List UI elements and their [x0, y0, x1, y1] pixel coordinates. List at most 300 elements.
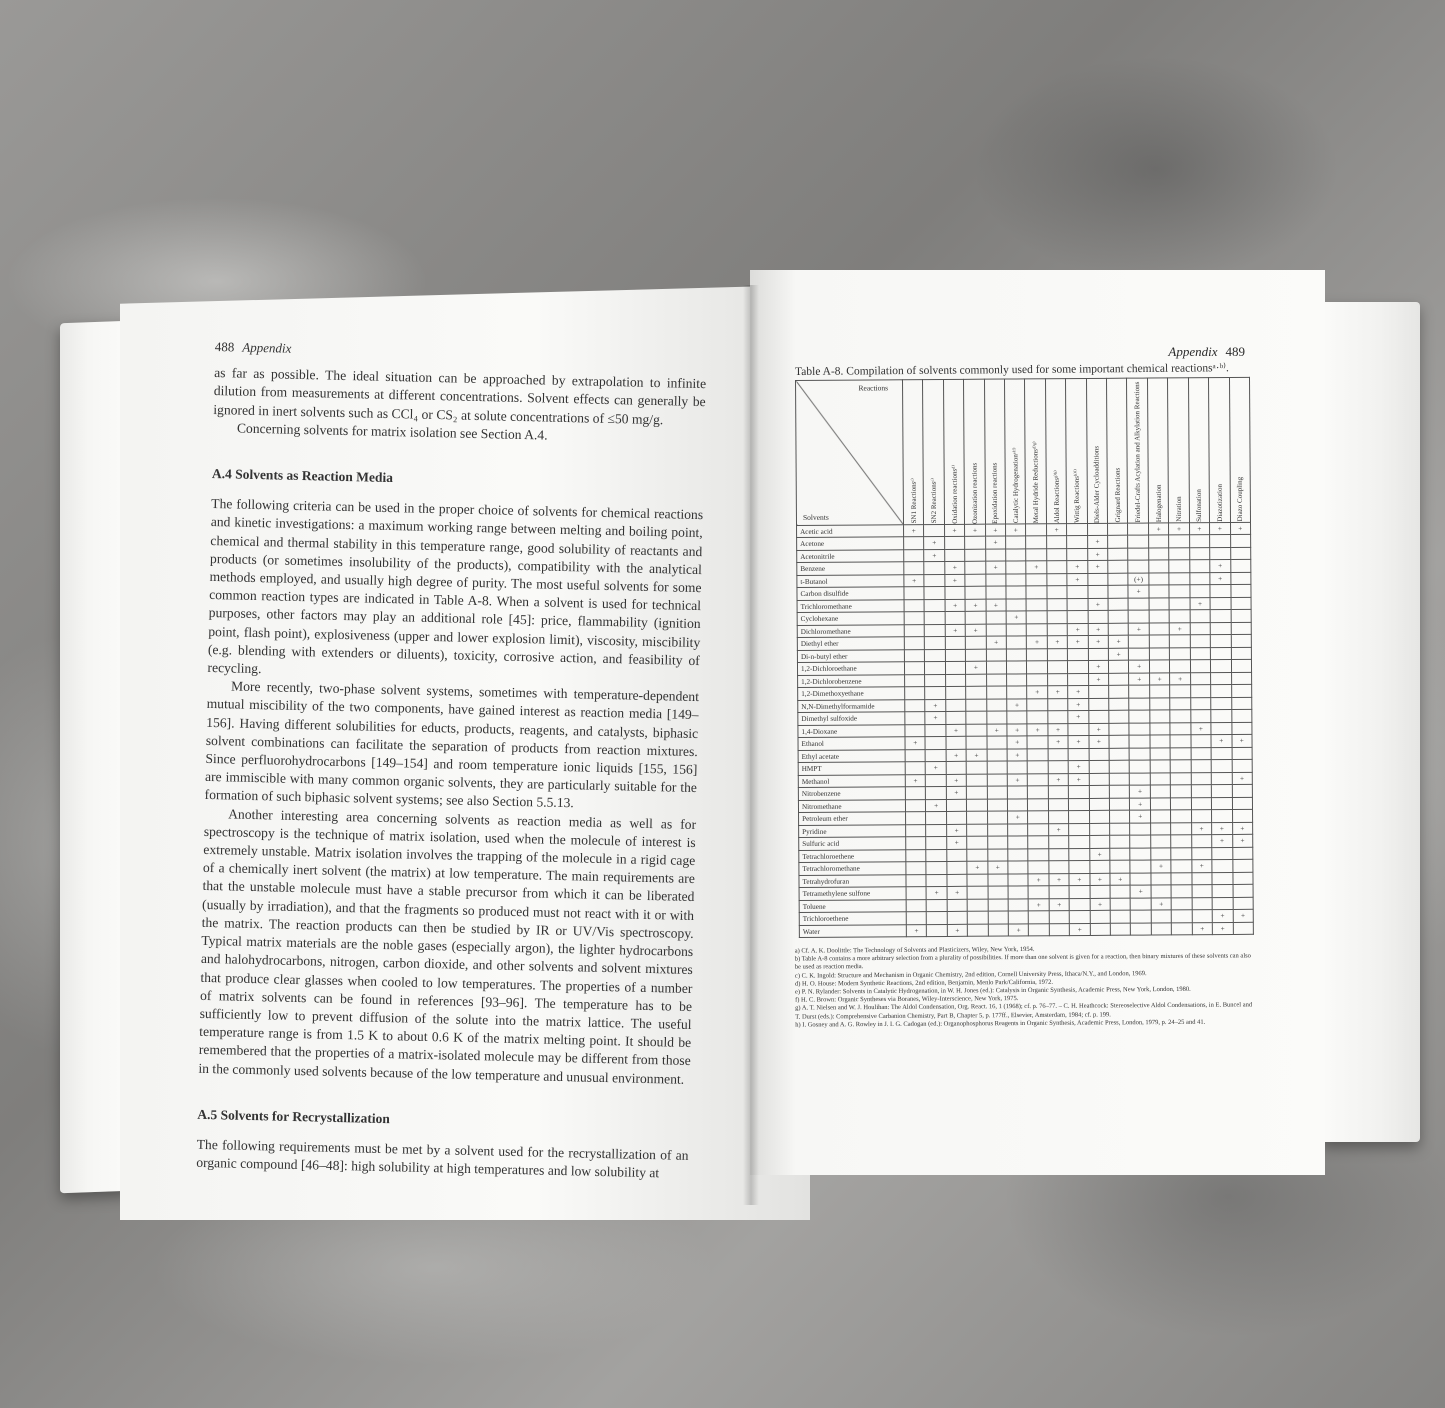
left-page-text — [196, 338, 707, 1183]
reaction-column-header — [1107, 378, 1128, 523]
footnote: c) C. K. Ingold: Structure and Mechanism in Organic Chemistry, 2nd edition, Cornell University Press, Ithaca/N.Y., and London, 1969. — [794, 970, 1147, 980]
suitability-mark-cell — [1190, 572, 1210, 585]
suitability-mark-cell — [947, 862, 967, 875]
suitability-mark-cell: + — [986, 636, 1006, 649]
suitability-mark-cell — [1191, 835, 1211, 848]
suitability-mark-cell — [925, 687, 945, 700]
table-body — [797, 522, 1254, 938]
suitability-mark-cell — [1026, 536, 1046, 549]
suitability-mark-cell — [1233, 885, 1254, 898]
suitability-mark-cell — [944, 549, 964, 562]
suitability-mark-cell — [1211, 710, 1231, 723]
suitability-mark-cell — [1068, 723, 1088, 736]
suitability-mark-cell — [1150, 723, 1170, 736]
suitability-mark-cell — [965, 561, 985, 574]
suitability-mark-cell — [906, 874, 926, 887]
suitability-mark-cell — [1192, 885, 1212, 898]
solvent-name-cell: Ethyl acetate — [798, 749, 905, 762]
suitability-mark-cell: + — [947, 887, 967, 900]
solvent-name-cell: Trichloroethene — [799, 912, 906, 925]
reaction-column-header — [1127, 378, 1148, 523]
reaction-column-label: Friedel-Crafts Acylation and Alkylation Reactions — [1133, 381, 1143, 523]
paragraph-recrystallization: The following requirements must be met by a solvent used for the recrystallization of an organic compound [46–48]: high solubility at high temperatures and low solubility at — [196, 1136, 689, 1181]
suitability-mark-cell — [967, 874, 987, 887]
suitability-mark-cell — [1008, 886, 1028, 899]
suitability-mark-cell: + — [1087, 561, 1107, 574]
suitability-mark-cell — [1211, 772, 1231, 785]
suitability-mark-cell — [1131, 910, 1151, 923]
suitability-mark-cell — [965, 611, 985, 624]
suitability-mark-cell — [1190, 647, 1210, 660]
suitability-mark-cell — [1212, 885, 1232, 898]
suitability-mark-cell — [925, 637, 945, 650]
suitability-mark-cell — [904, 537, 924, 550]
suitability-mark-cell — [1048, 698, 1068, 711]
suitability-mark-cell — [1148, 535, 1168, 548]
suitability-mark-cell — [1171, 810, 1191, 823]
solvent-name-cell: Acetic acid — [797, 524, 904, 537]
solvent-name-cell: Acetone — [797, 537, 904, 550]
suitability-mark-cell — [1131, 898, 1151, 911]
suitability-mark-cell: + — [1088, 673, 1108, 686]
suitability-mark-cell — [1130, 748, 1150, 761]
suitability-mark-cell — [1008, 911, 1028, 924]
suitability-mark-cell — [926, 787, 946, 800]
suitability-mark-cell — [1008, 836, 1028, 849]
suitability-mark-cell — [965, 549, 985, 562]
suitability-mark-cell — [1129, 635, 1149, 648]
suitability-mark-cell — [1069, 836, 1089, 849]
suitability-mark-cell — [1007, 799, 1027, 812]
suitability-mark-cell — [1210, 585, 1230, 598]
suitability-mark-cell — [1109, 723, 1129, 736]
suitability-mark-cell — [904, 549, 924, 562]
suitability-mark-cell — [1088, 711, 1108, 724]
suitability-mark-cell: + — [1212, 910, 1232, 923]
suitability-mark-cell — [1109, 710, 1129, 723]
suitability-mark-cell — [1089, 798, 1109, 811]
suitability-mark-cell: + — [905, 774, 925, 787]
suitability-mark-cell: + — [1070, 923, 1090, 936]
suitability-mark-cell — [967, 836, 987, 849]
suitability-mark-cell — [1231, 710, 1252, 723]
solvent-name-cell: 1,4-Dioxane — [798, 724, 905, 737]
suitability-mark-cell — [966, 724, 986, 737]
suitability-mark-cell: + — [1006, 611, 1026, 624]
suitability-mark-cell: + — [1089, 848, 1109, 861]
suitability-mark-cell — [1210, 622, 1230, 635]
suitability-mark-cell: + — [945, 562, 965, 575]
suitability-mark-cell — [1028, 836, 1048, 849]
suitability-mark-cell — [946, 762, 966, 775]
suitability-mark-cell — [927, 899, 947, 912]
suitability-mark-cell — [944, 537, 964, 550]
suitability-mark-cell — [1069, 848, 1089, 861]
suitability-mark-cell — [1189, 535, 1209, 548]
suitability-mark-cell — [1068, 661, 1088, 674]
suitability-mark-cell — [1048, 786, 1068, 799]
suitability-mark-cell — [1212, 847, 1232, 860]
reaction-column-label: Diazotization — [1215, 484, 1224, 522]
suitability-mark-cell — [1108, 623, 1128, 636]
suitability-mark-cell: + — [946, 724, 966, 737]
reaction-column-header — [923, 379, 944, 524]
suitability-mark-cell — [987, 836, 1007, 849]
suitability-mark-cell — [1108, 523, 1128, 536]
solvents-table — [795, 377, 1254, 938]
suitability-mark-cell — [1192, 910, 1212, 923]
suitability-mark-cell — [1028, 773, 1048, 786]
suitability-mark-cell — [1006, 561, 1026, 574]
suitability-mark-cell — [1047, 673, 1067, 686]
suitability-mark-cell — [1028, 798, 1048, 811]
reaction-column-header — [1005, 379, 1026, 524]
suitability-mark-cell — [1149, 560, 1169, 573]
suitability-mark-cell — [966, 686, 986, 699]
suitability-mark-cell: + — [1089, 736, 1109, 749]
suitability-mark-cell: + — [1068, 761, 1088, 774]
suitability-mark-cell: + — [1232, 835, 1253, 848]
suitability-mark-cell — [1027, 661, 1047, 674]
suitability-mark-cell — [905, 674, 925, 687]
suitability-mark-cell — [1088, 648, 1108, 661]
suitability-mark-cell: + — [966, 661, 986, 674]
suitability-mark-cell — [1171, 797, 1191, 810]
suitability-mark-cell — [1230, 572, 1251, 585]
suitability-mark-cell: + — [1067, 573, 1087, 586]
suitability-mark-cell: + — [1169, 622, 1189, 635]
suitability-mark-cell — [945, 587, 965, 600]
suitability-mark-cell — [1007, 686, 1027, 699]
suitability-mark-cell — [906, 849, 926, 862]
suitability-mark-cell: + — [1149, 673, 1169, 686]
suitability-mark-cell — [1170, 647, 1190, 660]
suitability-mark-cell: + — [985, 524, 1005, 537]
suitability-mark-cell — [1027, 698, 1047, 711]
suitability-mark-cell: + — [986, 599, 1006, 612]
suitability-mark-cell — [905, 699, 925, 712]
suitability-mark-cell — [1169, 560, 1189, 573]
suitability-mark-cell: + — [985, 561, 1005, 574]
suitability-mark-cell — [1191, 747, 1211, 760]
suitability-mark-cell — [1230, 535, 1251, 548]
suitability-mark-cell — [1129, 723, 1149, 736]
suitability-mark-cell — [1130, 873, 1150, 886]
suitability-mark-cell: (+) — [1128, 573, 1148, 586]
reaction-column-header — [964, 379, 985, 524]
suitability-mark-cell — [1169, 548, 1189, 561]
suitability-mark-cell — [986, 686, 1006, 699]
suitability-mark-cell — [1110, 885, 1130, 898]
suitability-mark-cell — [966, 649, 986, 662]
suitability-mark-cell — [1149, 598, 1169, 611]
suitability-mark-cell — [945, 674, 965, 687]
suitability-mark-cell — [1088, 686, 1108, 699]
suitability-mark-cell — [1171, 785, 1191, 798]
suitability-mark-cell — [1232, 847, 1253, 860]
suitability-mark-cell — [1006, 536, 1026, 549]
suitability-mark-cell — [1048, 748, 1068, 761]
suitability-mark-cell — [1191, 797, 1211, 810]
suitability-mark-cell — [967, 811, 987, 824]
suitability-mark-cell — [986, 611, 1006, 624]
suitability-mark-cell — [947, 874, 967, 887]
suitability-mark-cell: + — [1068, 736, 1088, 749]
suitability-mark-cell — [906, 812, 926, 825]
suitability-mark-cell — [1109, 735, 1129, 748]
suitability-mark-cell: + — [1232, 822, 1253, 835]
suitability-mark-cell: + — [1170, 672, 1190, 685]
suitability-mark-cell — [1232, 810, 1253, 823]
suitability-mark-cell — [1090, 886, 1110, 899]
suitability-mark-cell — [946, 799, 966, 812]
suitability-mark-cell: + — [1007, 736, 1027, 749]
suitability-mark-cell: + — [926, 762, 946, 775]
suitability-mark-cell: + — [1008, 811, 1028, 824]
suitability-mark-cell — [1210, 647, 1230, 660]
suitability-mark-cell — [906, 862, 926, 875]
suitability-mark-cell — [1047, 573, 1067, 586]
suitability-mark-cell — [1171, 822, 1191, 835]
suitability-mark-cell: + — [926, 799, 946, 812]
matrix-isolation-note: Concerning solvents for matrix isolation see Section A.4. — [236, 420, 548, 443]
suitability-mark-cell — [1129, 710, 1149, 723]
suitability-mark-cell — [1027, 611, 1047, 624]
suitability-mark-cell — [1210, 635, 1230, 648]
suitability-mark-cell — [966, 711, 986, 724]
suitability-mark-cell — [924, 599, 944, 612]
suitability-mark-cell: + — [1067, 623, 1087, 636]
suitability-mark-cell — [1008, 849, 1028, 862]
suitability-mark-cell — [906, 837, 926, 850]
suitability-mark-cell — [1047, 661, 1067, 674]
suitability-mark-cell: + — [1069, 773, 1089, 786]
solvent-name-cell: Acetonitrile — [797, 549, 904, 562]
suitability-mark-cell: + — [967, 861, 987, 874]
reaction-column-label: Aldol Reactionsᵍ⁾ʰ⁾ — [1052, 469, 1061, 523]
suitability-mark-cell: + — [946, 774, 966, 787]
suitability-mark-cell — [1232, 785, 1253, 798]
suitability-mark-cell — [946, 699, 966, 712]
suitability-mark-cell — [1069, 811, 1089, 824]
suitability-mark-cell — [1231, 597, 1252, 610]
suitability-mark-cell — [1129, 735, 1149, 748]
suitability-mark-cell — [1128, 535, 1148, 548]
suitability-mark-cell — [1191, 810, 1211, 823]
suitability-mark-cell — [1150, 785, 1170, 798]
suitability-mark-cell: + — [1192, 922, 1212, 935]
suitability-mark-cell — [1211, 722, 1231, 735]
suitability-mark-cell — [1169, 610, 1189, 623]
suitability-mark-cell — [1170, 710, 1190, 723]
suitability-mark-cell: + — [1148, 523, 1168, 536]
suitability-mark-cell — [926, 812, 946, 825]
reaction-column-header — [1086, 378, 1107, 523]
suitability-mark-cell: + — [1211, 735, 1231, 748]
suitability-mark-cell: + — [1129, 673, 1149, 686]
suitability-mark-cell: + — [1128, 585, 1148, 598]
suitability-mark-cell — [1067, 536, 1087, 549]
reaction-column-label: Diazo Coupling — [1235, 477, 1245, 522]
suitability-mark-cell — [987, 736, 1007, 749]
suitability-mark-cell — [905, 724, 925, 737]
suitability-mark-cell — [1110, 835, 1130, 848]
suitability-mark-cell — [1170, 635, 1190, 648]
solvent-name-cell: Tetrachloromethane — [799, 862, 906, 875]
suitability-mark-cell — [967, 886, 987, 899]
suitability-mark-cell — [1210, 535, 1230, 548]
suitability-mark-cell — [986, 661, 1006, 674]
suitability-mark-cell — [1130, 773, 1150, 786]
footnote: h) I. Gosney and A. G. Rowley in J. I. G. Cadogan (ed.): Organophosphorus Reagents in Organic Synthesis, Academic Press, London, 1979, p. 24–25 and 41. — [795, 1018, 1206, 1029]
suitability-mark-cell — [1069, 798, 1089, 811]
suitability-mark-cell — [1028, 886, 1048, 899]
suitability-mark-cell: + — [1090, 898, 1110, 911]
suitability-mark-cell — [1028, 811, 1048, 824]
suitability-mark-cell — [1190, 585, 1210, 598]
right-running-title: Appendix — [1168, 344, 1218, 359]
suitability-mark-cell — [1006, 636, 1026, 649]
suitability-mark-cell — [1110, 923, 1130, 936]
suitability-mark-cell: + — [1088, 598, 1108, 611]
suitability-mark-cell — [1130, 860, 1150, 873]
solvent-name-cell: 1,2-Dichloroethane — [797, 662, 904, 675]
suitability-mark-cell — [1128, 560, 1148, 573]
suitability-mark-cell — [1170, 722, 1190, 735]
suitability-mark-cell — [1151, 835, 1171, 848]
suitability-mark-cell — [967, 786, 987, 799]
suitability-mark-cell: + — [946, 787, 966, 800]
suitability-mark-cell — [906, 912, 926, 925]
suitability-mark-cell — [987, 774, 1007, 787]
suitability-mark-cell — [1049, 911, 1069, 924]
suitability-mark-cell: + — [946, 749, 966, 762]
suitability-mark-cell — [1172, 922, 1192, 935]
suitability-mark-cell: + — [1028, 873, 1048, 886]
suitability-mark-cell — [906, 899, 926, 912]
suitability-mark-cell — [1007, 661, 1027, 674]
suitability-mark-cell — [966, 674, 986, 687]
suitability-mark-cell: + — [904, 524, 924, 537]
suitability-mark-cell — [967, 849, 987, 862]
suitability-mark-cell — [1131, 923, 1151, 936]
suitability-mark-cell — [1130, 760, 1150, 773]
suitability-mark-cell — [1049, 861, 1069, 874]
suitability-mark-cell — [1233, 897, 1254, 910]
suitability-mark-cell — [945, 687, 965, 700]
suitability-mark-cell — [1192, 872, 1212, 885]
suitability-mark-cell — [947, 912, 967, 925]
suitability-mark-cell — [967, 899, 987, 912]
suitability-mark-cell — [1212, 860, 1232, 873]
suitability-mark-cell — [1047, 561, 1067, 574]
suitability-mark-cell — [1211, 747, 1231, 760]
suitability-mark-cell — [1191, 735, 1211, 748]
suitability-mark-cell — [987, 849, 1007, 862]
suitability-mark-cell — [1108, 535, 1128, 548]
suitability-mark-cell — [1129, 610, 1149, 623]
suitability-mark-cell — [1048, 798, 1068, 811]
suitability-mark-cell — [1169, 573, 1189, 586]
suitability-mark-cell — [1150, 773, 1170, 786]
footnote: d) H. O. House: Modern Synthetic Reactions, 2nd edition, Benjamin, Menlo Park/California, 1972. — [794, 978, 1053, 988]
suitability-mark-cell — [1190, 622, 1210, 635]
reaction-column-label: Catalytic Hydrogenationᵉ⁾ᶠ⁾ — [1011, 447, 1020, 524]
suitability-mark-cell — [1231, 722, 1252, 735]
suitability-mark-cell — [1090, 861, 1110, 874]
suitability-mark-cell — [1049, 848, 1069, 861]
suitability-mark-cell — [905, 787, 925, 800]
suitability-mark-cell — [1149, 623, 1169, 636]
suitability-mark-cell — [1109, 685, 1129, 698]
suitability-mark-cell — [1069, 911, 1089, 924]
suitability-mark-cell — [1232, 747, 1253, 760]
suitability-mark-cell — [1108, 610, 1128, 623]
reaction-column-header — [1209, 377, 1230, 522]
corner-reactions-label: Reactions — [858, 383, 889, 393]
suitability-mark-cell — [1008, 861, 1028, 874]
reaction-column-header — [943, 379, 964, 524]
suitability-mark-cell — [1008, 824, 1028, 837]
suitability-mark-cell: + — [1151, 860, 1171, 873]
reaction-column-header — [1045, 379, 1066, 524]
suitability-mark-cell — [1150, 810, 1170, 823]
suitability-mark-cell — [1049, 886, 1069, 899]
table-caption: Table A-8. Compilation of solvents commonly used for some important chemical reactionsᵃ·ᵇ⁾. — [794, 362, 1229, 379]
suitability-mark-cell — [946, 712, 966, 725]
suitability-mark-cell — [925, 649, 945, 662]
suitability-mark-cell — [1048, 711, 1068, 724]
suitability-mark-cell — [925, 737, 945, 750]
paragraph-matrix-isolation: Another interesting area concerning solvents as reaction media as well as for spectroscopy is the technique of matrix isolation, used when the molecule of interest is extremely unstable. Matrix isolation involves the trapping of the molecule in a rigid cage of a chemically inert solvent (the matrix) at low temperature. The main requirements are that the unstable molecule must have a stable precursor from which it can be liberated (usually by irradiation), and that the fragments so produced must not react with it or with the matrix. The reaction products can then be studied by IR or UV/Vis spectroscopy. Typical matrix materials are the noble gases (especially argon), the lighter hydrocarbons and halohydrocarbons, nitrogen, carbon dioxide, and other solvents and solvent mixtures that produce clear glasses when cooled to low temperatures. The properties of a number of matrix solvents can be found in references [93–96]. The temperature has to be sufficiently low to prevent diffusion of the solute into the matrix lattice. The useful temperature range is from 1.5 K to about 0.6 K of the matrix melting point. It should be remembered that the properties of a matrix-isolated molecule may be different from those in the commonly used solvents because of the low temperature and unusual environment. — [198, 806, 697, 1087]
suitability-mark-cell — [968, 924, 988, 937]
suitability-mark-cell — [1211, 785, 1231, 798]
solvent-name-cell: Tetrachloroethene — [799, 849, 906, 862]
suitability-mark-cell — [1171, 772, 1191, 785]
suitability-mark-cell — [1109, 760, 1129, 773]
suitability-mark-cell — [1170, 760, 1190, 773]
suitability-mark-cell — [986, 699, 1006, 712]
suitability-mark-cell: + — [925, 699, 945, 712]
right-running-head — [1165, 344, 1245, 360]
suitability-mark-cell — [1028, 848, 1048, 861]
suitability-mark-cell — [988, 924, 1008, 937]
reaction-column-header — [984, 379, 1005, 524]
solvent-name-cell: Ethanol — [798, 737, 905, 750]
page-stack-right — [1320, 302, 1420, 1142]
suitability-mark-cell: + — [1007, 699, 1027, 712]
suitability-mark-cell — [1212, 797, 1232, 810]
suitability-mark-cell — [966, 636, 986, 649]
suitability-mark-cell: + — [1089, 723, 1109, 736]
corner-solvents-label: Solvents — [802, 512, 829, 522]
suitability-mark-cell — [1230, 547, 1251, 560]
suitability-mark-cell — [1171, 897, 1191, 910]
suitability-mark-cell — [1231, 647, 1252, 660]
suitability-mark-cell — [986, 649, 1006, 662]
suitability-mark-cell — [1232, 760, 1253, 773]
suitability-mark-cell: + — [1108, 635, 1128, 648]
suitability-mark-cell — [925, 624, 945, 637]
suitability-mark-cell: + — [1230, 522, 1251, 535]
solvent-name-cell: N,N-Dimethylformamide — [798, 699, 905, 712]
suitability-mark-cell — [1067, 523, 1087, 536]
suitability-mark-cell: + — [1189, 522, 1209, 535]
suitability-mark-cell — [1109, 798, 1129, 811]
suitability-mark-cell — [905, 749, 925, 762]
suitability-mark-cell — [904, 587, 924, 600]
suitability-mark-cell: + — [945, 574, 965, 587]
